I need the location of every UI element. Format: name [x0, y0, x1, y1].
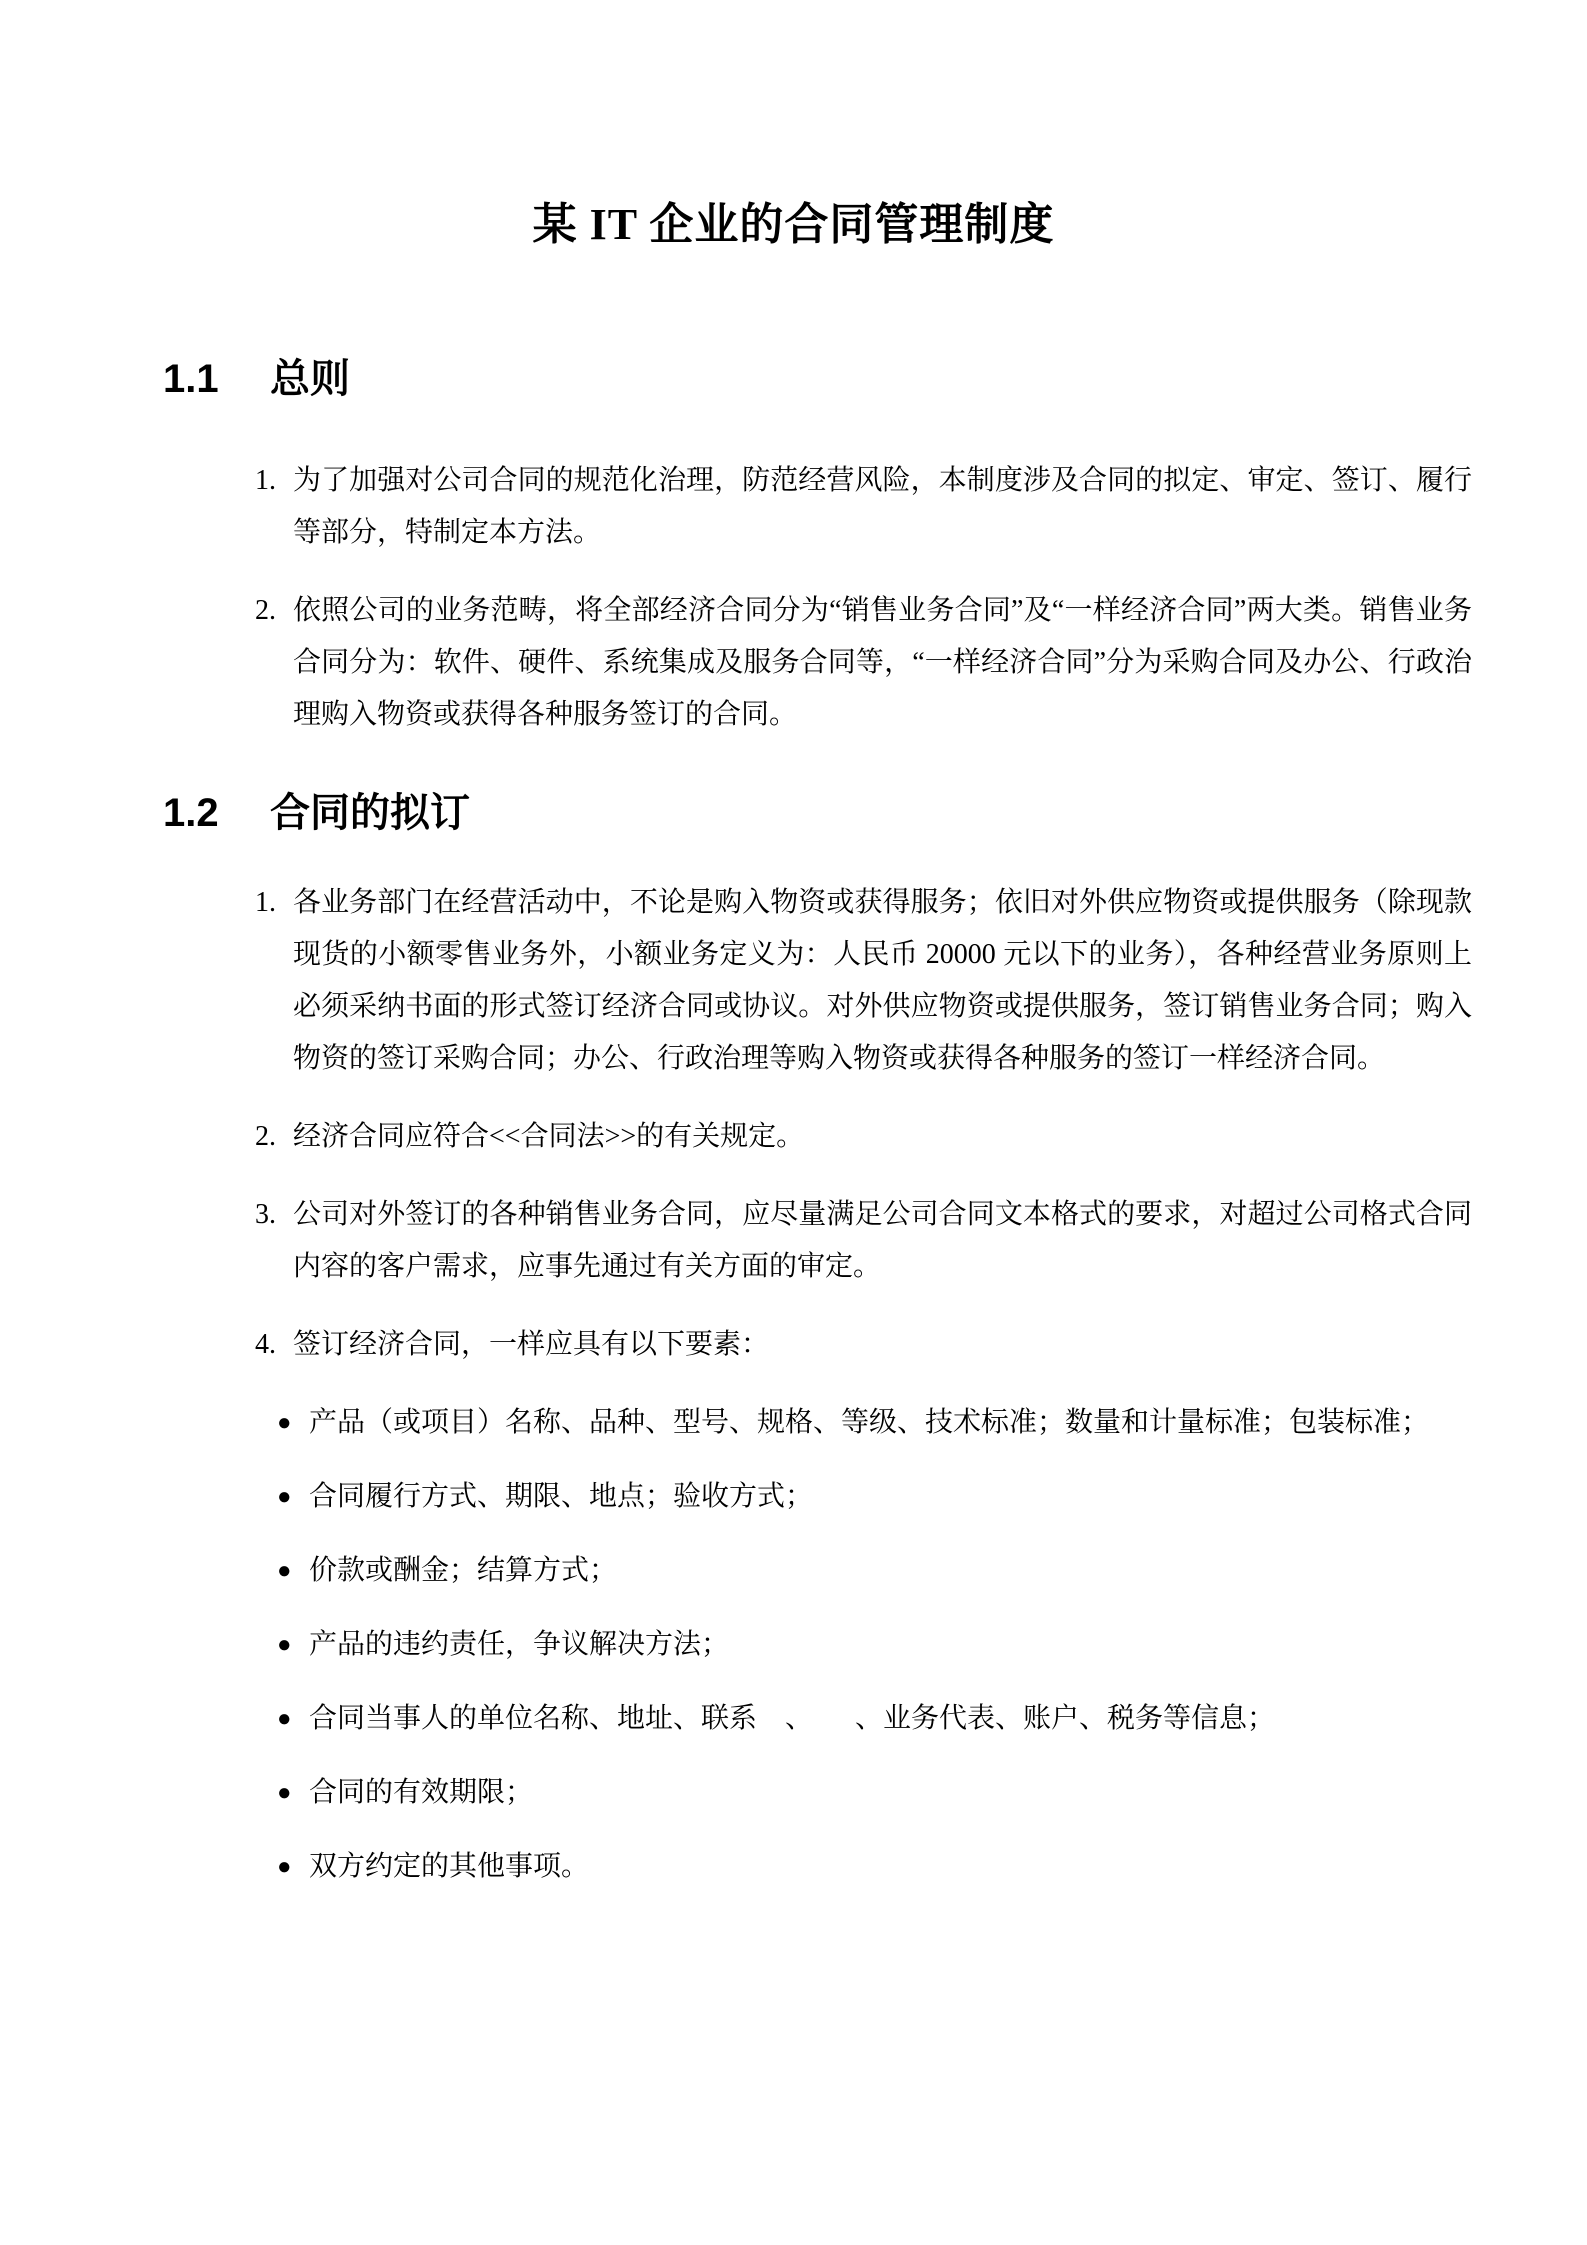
item-text: 依照公司的业务范畴，将全部经济合同分为“销售业务合同”及“一样经济合同”两大类。销售业务合同分为：软件、硬件、系统集成及服务合同等，“一样经济合同”分为采购合同及办公、行政治理购入物资或获得各种服务签订的合同。: [293, 595, 1472, 730]
numbered-item: [255, 1319, 1472, 1371]
bullet-icon: ●: [277, 1632, 292, 1658]
bullet-icon: ●: [277, 1706, 292, 1732]
bullet-item: [277, 1767, 1472, 1819]
section-title: 总则: [270, 357, 350, 401]
item-text: 各业务部门在经营活动中，不论是购入物资或获得服务；依旧对外供应物资或提供服务（除现款现货的小额零售业务外，小额业务定义为：人民币 20000 元以下的业务），各种经营业务原则上必须采纳书面的形式签订经济合同或协议。对外供应物资或提供服务，签订销售业务合同；购入物资的签订采购合同；办公、行政治理等购入物资或获得各种服务的签订一样经济合同。: [293, 887, 1472, 1074]
bullet-item: [277, 1619, 1472, 1671]
bullet-icon: ●: [277, 1558, 292, 1584]
section-number: 1.2: [163, 791, 219, 835]
bullet-text: 合同当事人的单位名称、地址、联系 、 、业务代表、账户、税务等信息；: [309, 1703, 1276, 1734]
item-number: 1.: [255, 465, 276, 496]
numbered-item: [255, 585, 1472, 741]
numbered-item: [255, 455, 1472, 559]
numbered-item: [255, 1189, 1472, 1293]
item-number: 2.: [255, 595, 276, 626]
numbered-item: [255, 877, 1472, 1085]
bullet-icon: ●: [277, 1410, 292, 1436]
bullet-item: [277, 1471, 1472, 1523]
item-number: 2.: [255, 1121, 276, 1152]
item-text: 签订经济合同，一样应具有以下要素：: [293, 1329, 770, 1360]
section-heading-1-2: [163, 789, 1587, 837]
document-title: 某 IT 企业的合同管理制度: [532, 200, 1055, 249]
item-number: 1.: [255, 887, 276, 918]
bullet-icon: ●: [277, 1854, 292, 1880]
bullet-item: [277, 1693, 1472, 1745]
numbered-item: [255, 1111, 1472, 1163]
bullet-item: [277, 1545, 1472, 1597]
section-heading-1-1: [163, 355, 1587, 403]
bullet-text: 合同履行方式、期限、地点；验收方式；: [309, 1481, 814, 1512]
bullet-item: [277, 1841, 1472, 1893]
bullet-icon: ●: [277, 1780, 292, 1806]
section-number: 1.1: [163, 357, 219, 401]
item-text: 公司对外签订的各种销售业务合同，应尽量满足公司合同文本格式的要求，对超过公司格式合同内容的客户需求，应事先通过有关方面的审定。: [293, 1199, 1472, 1282]
item-number: 3.: [255, 1199, 276, 1230]
bullet-text: 合同的有效期限；: [309, 1777, 534, 1808]
bullet-item: [277, 1397, 1472, 1449]
item-text: 为了加强对公司合同的规范化治理，防范经营风险，本制度涉及合同的拟定、审定、签订、履行等部分，特制定本方法。: [293, 465, 1472, 548]
bullet-text: 价款或酬金；结算方式；: [309, 1555, 618, 1586]
bullet-icon: ●: [277, 1484, 292, 1510]
section-title: 合同的拟订: [270, 791, 470, 835]
bullet-text: 产品（或项目）名称、品种、型号、规格、等级、技术标准；数量和计量标准；包装标准；: [309, 1407, 1430, 1438]
bullet-text: 产品的违约责任，争议解决方法；: [309, 1629, 730, 1660]
item-text: 经济合同应符合<<合同法>>的有关规定。: [293, 1121, 805, 1152]
bullet-text: 双方约定的其他事项。: [309, 1851, 590, 1882]
item-number: 4.: [255, 1329, 276, 1360]
